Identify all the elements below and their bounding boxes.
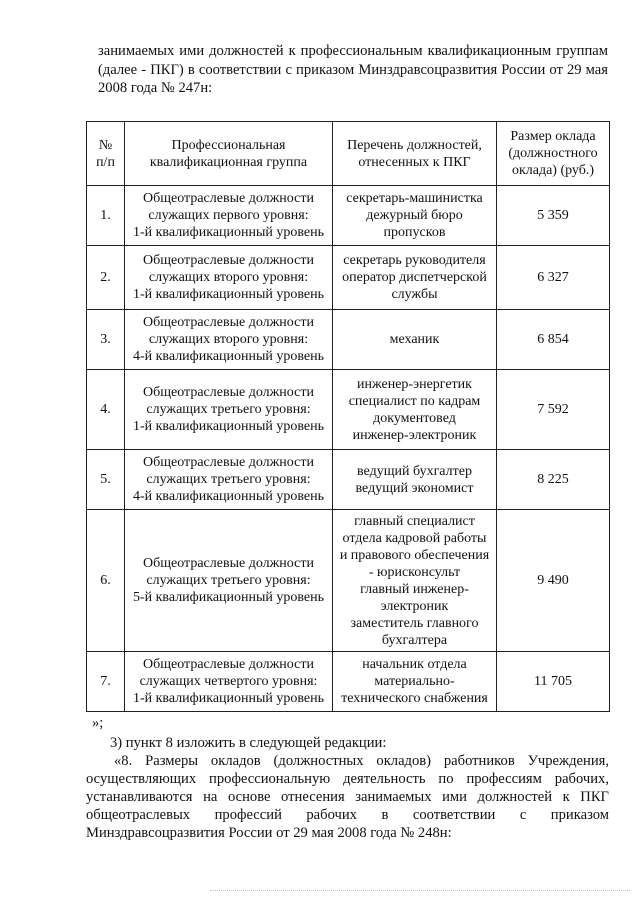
- table-row: [87, 310, 610, 370]
- scan-footer-rule: [210, 890, 630, 892]
- table-row: [87, 510, 610, 652]
- table-header-row: [87, 122, 610, 186]
- row-positions: механик: [333, 310, 497, 370]
- row-group: Общеотраслевые должности служащих первого уровня: 1-й квалификационный уровень: [125, 186, 333, 246]
- row-number: 2.: [87, 246, 125, 310]
- row-group: Общеотраслевые должности служащих второго уровня: 1-й квалификационный уровень: [125, 246, 333, 310]
- row-salary: 6 327: [497, 246, 610, 310]
- row-number: 6.: [87, 510, 125, 652]
- row-positions: главный специалист отдела кадровой работы и правового обеспечения - юрисконсульт главный инженер- электроник заместитель главного бухгалтера: [333, 510, 497, 652]
- body-line: «8. Размеры окладов (должностных окладов) работников Учреждения,: [114, 753, 609, 769]
- header-positions: Перечень должностей, отнесенных к ПКГ: [333, 122, 497, 186]
- table-closing-quote: »;: [92, 715, 104, 731]
- row-positions: секретарь руководителя оператор диспетчерской службы: [333, 246, 497, 310]
- row-salary: 9 490: [497, 510, 610, 652]
- row-salary: 8 225: [497, 450, 610, 510]
- row-salary: 11 705: [497, 652, 610, 712]
- header-salary: Размер оклада (должностного оклада) (руб.): [497, 122, 610, 186]
- intro-line: занимаемых ими должностей к профессиональным квалификационным группам: [98, 43, 608, 59]
- table-row: [87, 450, 610, 510]
- row-salary: 6 854: [497, 310, 610, 370]
- body-line: Минздравсоцразвития России от 29 мая 2008 года № 248н:: [86, 825, 452, 841]
- row-positions: инженер-энергетик специалист по кадрам документовед инженер-электроник: [333, 370, 497, 450]
- header-group: Профессиональная квалификационная группа: [125, 122, 333, 186]
- table-row: [87, 370, 610, 450]
- table-row: [87, 652, 610, 712]
- row-group: Общеотраслевые должности служащих второго уровня: 4-й квалификационный уровень: [125, 310, 333, 370]
- row-number: 3.: [87, 310, 125, 370]
- table-row: [87, 246, 610, 310]
- body-line: осуществляющих профессиональную деятельность по профессиям рабочих,: [86, 771, 609, 787]
- table-row: [87, 186, 610, 246]
- row-positions: ведущий бухгалтер ведущий экономист: [333, 450, 497, 510]
- body-paragraph: [86, 734, 609, 842]
- pkg-salary-table: [86, 121, 610, 712]
- row-number: 5.: [87, 450, 125, 510]
- intro-line: (далее - ПКГ) в соответствии с приказом Минздравсоцразвития России от 29 мая: [98, 61, 608, 78]
- body-line: общеотраслевых профессий рабочих в соответствии с приказом: [86, 807, 609, 823]
- row-group: Общеотраслевые должности служащих четвертого уровня: 1-й квалификационный уровень: [125, 652, 333, 712]
- row-positions: начальник отдела материально- технического снабжения: [333, 652, 497, 712]
- body-line: 3) пункт 8 изложить в следующей редакции:: [110, 735, 387, 751]
- row-number: 4.: [87, 370, 125, 450]
- row-positions: секретарь-машинистка дежурный бюро пропусков: [333, 186, 497, 246]
- row-number: 1.: [87, 186, 125, 246]
- row-number: 7.: [87, 652, 125, 712]
- row-group: Общеотраслевые должности служащих третьего уровня: 5-й квалификационный уровень: [125, 510, 333, 652]
- body-line: устанавливаются на основе отнесения занимаемых ими должностей к ПКГ: [86, 789, 609, 805]
- row-salary: 5 359: [497, 186, 610, 246]
- row-group: Общеотраслевые должности служащих третьего уровня: 4-й квалификационный уровень: [125, 450, 333, 510]
- intro-line: 2008 года № 247н:: [98, 80, 213, 96]
- header-number: № п/п: [87, 122, 125, 186]
- row-group: Общеотраслевые должности служащих третьего уровня: 1-й квалификационный уровень: [125, 370, 333, 450]
- intro-paragraph: [98, 42, 608, 98]
- row-salary: 7 592: [497, 370, 610, 450]
